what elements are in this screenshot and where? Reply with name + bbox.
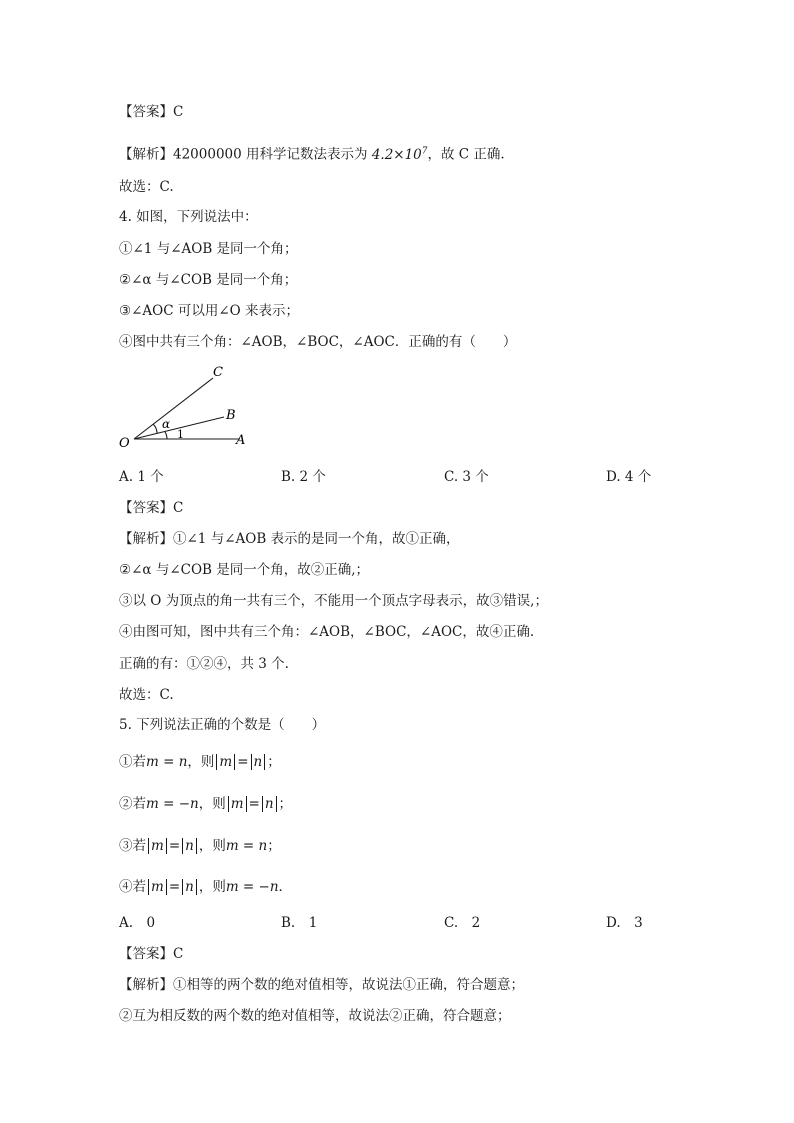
- q5-stem: 5. 下列说法正确的个数是（ ）: [119, 717, 326, 733]
- q4-stem: 4. 如图，下列说法中：: [119, 209, 258, 225]
- q4-option-a: A. 1 个: [119, 469, 164, 485]
- label-a: A: [236, 433, 246, 448]
- label-one: 1: [177, 428, 184, 441]
- analysis-label: 【解析】: [119, 531, 173, 547]
- analysis-label: 【解析】: [119, 146, 173, 163]
- angle-figure: [110, 362, 270, 454]
- analysis-suffix: ，故 C 正确.: [427, 146, 505, 163]
- q4-analysis-4: ④由图可知，图中共有三个角：∠AOB，∠BOC，∠AOC，故④正确.: [119, 624, 535, 640]
- q5-option-c: C. 2: [444, 915, 481, 931]
- sci-notation: $4.2\times 10^7$: [371, 146, 428, 163]
- q3-conclusion: 故选：C.: [119, 179, 174, 195]
- label-alpha: α: [162, 417, 171, 431]
- label-b: B: [226, 408, 236, 423]
- analysis-text: 42000000 用科学记数法表示为: [173, 146, 368, 163]
- q4-statement-3: ③∠AOC 可以用∠O 来表示；: [119, 303, 300, 319]
- q4-statement-2: ②∠α 与∠COB 是同一个角；: [119, 272, 298, 288]
- q4-answer: 【答案】C: [119, 500, 184, 516]
- q4-analysis-3: ③以 O 为顶点的角一共有三个，不能用一个顶点字母表示，故③错误,；: [119, 593, 548, 609]
- q3-answer: 【答案】C: [119, 104, 184, 120]
- q4-option-b: B. 2 个: [281, 469, 326, 485]
- arc-alpha: [153, 424, 157, 433]
- q4-analysis-1: 【解析】①∠1 与∠AOB 表示的是同一个角，故①正确，: [119, 531, 460, 547]
- label-o: O: [119, 436, 130, 451]
- arc-one: [165, 432, 167, 439]
- analysis-label: 【解析】: [119, 977, 173, 993]
- q5-analysis-1: 【解析】①相等的两个数的绝对值相等，故说法①正确，符合题意；: [119, 977, 524, 993]
- q5-option-b: B. 1: [281, 915, 318, 931]
- q4-statement-4: ④图中共有三个角：∠AOB，∠BOC，∠AOC．正确的有（ ）: [119, 334, 517, 350]
- q4-option-d: D. 4 个: [606, 469, 652, 485]
- q5-option-d: D. 3: [606, 915, 643, 931]
- q3-analysis: [119, 142, 505, 164]
- q5-statement-4: ④若 m = n ，则m = −n．: [119, 879, 293, 895]
- label-c: C: [213, 365, 223, 380]
- q5-answer: 【答案】C: [119, 946, 184, 962]
- q4-conclusion: 故选：C.: [119, 687, 174, 703]
- q5-statement-3: ③若 m = n ，则m = n；: [119, 838, 281, 854]
- q5-statement-2: ②若m = −n，则 m = n ；: [119, 796, 293, 812]
- q4-analysis-2: ②∠α 与∠COB 是同一个角，故②正确,；: [119, 562, 370, 578]
- q4-correct: 正确的有：①②④，共 3 个.: [119, 656, 289, 672]
- q4-statement-1: ①∠1 与∠AOB 是同一个角；: [119, 241, 298, 257]
- q5-analysis-2: ②互为相反数的两个数的绝对值相等，故说法②正确，符合题意；: [119, 1008, 511, 1024]
- q4-option-c: C. 3 个: [444, 469, 489, 485]
- q5-statement-1: ①若m = n，则 m = n ；: [119, 754, 281, 770]
- q5-option-a: A. 0: [119, 915, 156, 931]
